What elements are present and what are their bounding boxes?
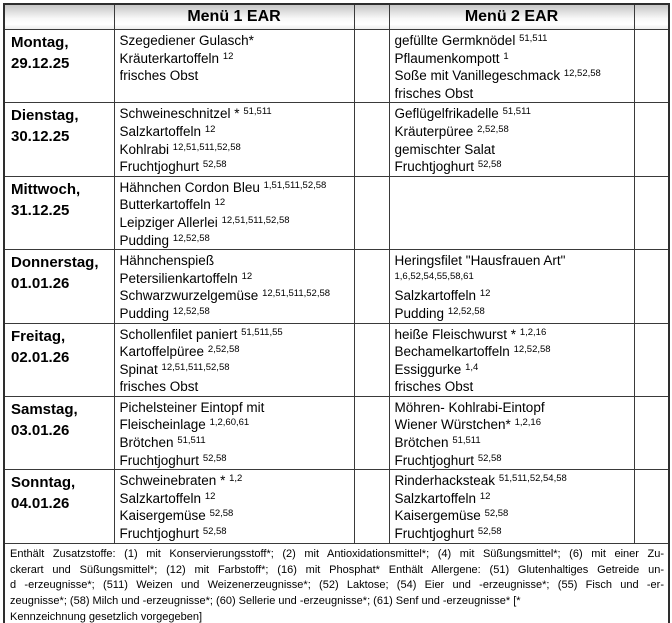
additive-codes: 12: [204, 123, 216, 135]
additive-codes: 1,2,16: [519, 326, 547, 338]
dish-line: frisches Obst: [394, 85, 474, 101]
spacer-cell: [634, 176, 669, 249]
additive-codes: 12,51,511,52,58: [262, 288, 331, 300]
dish-line: Geflügelfrikadelle $^{51,511}$: [394, 106, 531, 122]
additive-codes: 12,52,58: [172, 232, 210, 244]
dish-line: Essiggurke $^{1,4}$: [394, 361, 479, 377]
additive-codes: 1,4: [465, 361, 479, 373]
dish-line: Salzkartoffeln $^{12}$: [394, 490, 491, 506]
additive-codes: 12: [479, 490, 491, 502]
menu2-cell: [389, 103, 634, 176]
menu-row: [4, 30, 669, 103]
dish-line: Pudding $^{12,52,58}$: [119, 232, 210, 248]
additive-codes: 1,51,511,52,58: [263, 179, 327, 191]
day-name: Mittwoch,: [11, 180, 81, 198]
menu1-cell: [114, 103, 354, 176]
dish-line: Kohlrabi $^{12,51,511,52,58}$: [119, 141, 241, 157]
day-date: 31.12.25: [11, 201, 70, 219]
additive-codes: 51,511: [452, 435, 481, 447]
day-cell: [4, 250, 114, 323]
dish-line: heiße Fleischwurst * $^{1,2,16}$: [394, 326, 547, 342]
additive-codes: 12,51,511,52,58: [172, 141, 241, 153]
additive-codes: 52,58: [477, 452, 502, 464]
day-date: 03.01.26: [11, 421, 70, 439]
spacer-cell: [634, 396, 669, 469]
dish-line: Heringsfilet "Hausfrauen Art": [394, 253, 566, 269]
dish-line: Fruchtjoghurt $^{52,58}$: [119, 452, 227, 468]
spacer-cell: [354, 250, 389, 323]
day-name: Montag,: [11, 34, 69, 51]
dish-line: Fruchtjoghurt $^{52,58}$: [394, 452, 502, 468]
dish-line: Schweineschnitzel * $^{51,511}$: [119, 106, 272, 122]
additive-codes: 12,51,511,52,58: [161, 361, 230, 373]
dish-line: Butterkartoffeln $^{12}$: [119, 197, 226, 213]
additive-codes: 12: [222, 50, 234, 62]
day-name: Freitag,: [11, 327, 66, 345]
day-date: 29.12.25: [11, 55, 70, 72]
additive-codes: 52,58: [202, 159, 227, 171]
day-date: 04.01.26: [11, 495, 70, 513]
dish-line: Szegediener Gulasch*: [119, 33, 254, 48]
dish-line: frisches Obst: [394, 379, 474, 395]
dish-line: Bechamelkartoffeln $^{12,52,58}$: [394, 344, 551, 360]
menu2-cell: [389, 250, 634, 323]
additive-codes: 52,58: [202, 452, 227, 464]
dish-line: Hähnchen Cordon Bleu $^{1,51,511,52,58}$: [119, 179, 327, 195]
dish-line: Möhren- Kohlrabi-Eintopf: [394, 399, 545, 415]
additive-codes: 12,52,58: [563, 68, 601, 80]
dish-line: [395, 270, 632, 288]
menu2-cell: [389, 30, 634, 103]
dish-line: Wiener Würstchen* $^{1,2,16}$: [394, 417, 541, 433]
additive-codes: 1: [503, 50, 509, 62]
dish-line: Brötchen $^{51,511}$: [119, 435, 206, 451]
day-name: Samstag,: [11, 400, 78, 418]
menu-table: [3, 3, 670, 623]
additive-codes: 2,52,58: [207, 344, 240, 356]
menu1-header-label: Menü 1 EAR: [114, 4, 354, 30]
additive-codes: 12,51,511,52,58: [221, 214, 290, 226]
menu-row: [4, 176, 669, 249]
additive-codes: 1,2: [229, 473, 243, 485]
additive-codes: 52,58: [202, 526, 227, 538]
menu-row: [4, 470, 669, 543]
footnote-line: ckerart und Süßungsmittel*; (12) mit Farbstoff*; (16) mit Phosphat* Enthält Allergene: (51) Glutenhaltiges Getreide un-: [10, 563, 664, 576]
additive-codes: 12,52,58: [172, 305, 210, 317]
spacer-cell: [634, 103, 669, 176]
additive-codes: 51,511: [177, 435, 206, 447]
menu-table-body: [4, 30, 669, 544]
additive-codes: 52,58: [209, 508, 234, 520]
additive-codes: 52,58: [484, 508, 509, 520]
dish-line: Fleischeinlage $^{1,2,60,61}$: [119, 417, 250, 433]
menu2-cell: [389, 396, 634, 469]
additive-codes: 12,52,58: [447, 305, 485, 317]
day-cell: [4, 470, 114, 543]
dish-line: Schollenfilet paniert $^{51,511,55}$: [119, 326, 283, 342]
additive-codes: 1,2,60,61: [209, 417, 250, 429]
additive-codes: 1,6,52,54,55,58,61: [394, 270, 474, 282]
spacer-cell: [634, 30, 669, 103]
day-date: 01.01.26: [11, 275, 70, 293]
dish-line: Pichelsteiner Eintopf mit: [119, 399, 265, 415]
dish-line: Brötchen $^{51,511}$: [394, 435, 481, 451]
dish-line: gemischter Salat: [394, 141, 496, 157]
spacer-cell: [634, 470, 669, 543]
menu2-cell: [389, 176, 634, 249]
dish-line: Kräuterkartoffeln $^{12}$: [119, 50, 234, 66]
dish-line: Leipziger Allerlei $^{12,51,511,52,58}$: [119, 214, 290, 230]
additive-codes: 12,52,58: [513, 344, 551, 356]
additive-codes: 12: [204, 490, 216, 502]
dish-line: Fruchtjoghurt $^{52,58}$: [119, 526, 227, 542]
footnote-row: [4, 543, 669, 623]
header-row: [4, 4, 669, 30]
menu2-cell: [389, 323, 634, 396]
additive-codes: 51,511,52,54,58: [498, 473, 567, 485]
dish-line: Fruchtjoghurt $^{52,58}$: [394, 159, 502, 175]
spacer-header-cell: [354, 4, 389, 30]
footnote-line: d -erzeugnisse*; (511) Weizen und Weizenerzeugnisse*; (52) Laktose; (54) Eier und -erzeugnisse*; (55) Fisch und -er-: [10, 579, 664, 592]
spacer-cell: [354, 103, 389, 176]
footnote-line: Enthält Zusatzstoffe: (1) mit Konservierungsstoff*; (2) mit Antioxidationsmittel*; (4) mit Süßungsmittel*; (6) mit einer Zu-: [10, 547, 664, 560]
footnote-line: zeugnisse*; (58) Milch und -erzeugnisse*; (60) Sellerie und -erzeugnisse*; (61) Senf und -erzeugnisse* [*: [10, 595, 521, 608]
additive-codes: 12: [241, 270, 253, 282]
menu-row: [4, 396, 669, 469]
dish-line: Pudding $^{12,52,58}$: [394, 305, 485, 321]
spacer-cell: [354, 323, 389, 396]
day-date: 30.12.25: [11, 128, 70, 146]
day-cell: [4, 396, 114, 469]
menu1-cell: [114, 176, 354, 249]
dish-line: Hähnchenspieß: [119, 253, 215, 269]
dish-line: Kaisergemüse $^{52,58}$: [394, 508, 509, 524]
footnote-line: Kennzeichnung gesetzlich vorgegeben]: [10, 611, 203, 623]
spacer-cell: [354, 396, 389, 469]
menu1-cell: [114, 30, 354, 103]
day-cell: [4, 103, 114, 176]
spacer-header-cell: [634, 4, 669, 30]
day-date: 02.01.26: [11, 348, 70, 366]
dish-line: Soße mit Vanillegeschmack $^{12,52,58}$: [394, 68, 601, 84]
dish-line: Rinderhacksteak $^{51,511,52,54,58}$: [394, 473, 567, 489]
dish-line: gefüllte Germknödel $^{51,511}$: [394, 33, 548, 48]
day-name: Sonntag,: [11, 474, 76, 492]
additive-codes: 51,511,55: [241, 326, 283, 338]
dish-line: Spinat $^{12,51,511,52,58}$: [119, 361, 230, 377]
additive-codes: 52,58: [477, 526, 502, 538]
dish-line: Petersilienkartoffeln $^{12}$: [119, 270, 253, 286]
menu1-cell: [114, 323, 354, 396]
menu-row: [4, 103, 669, 176]
dish-line: frisches Obst: [119, 379, 199, 395]
dish-line: Salzkartoffeln $^{12}$: [119, 123, 216, 139]
spacer-cell: [634, 323, 669, 396]
menu1-cell: [114, 396, 354, 469]
menu-row: [4, 250, 669, 323]
dish-line: Salzkartoffeln $^{12}$: [119, 490, 216, 506]
dish-line: Schweinebraten * $^{1,2}$: [119, 473, 243, 489]
menu1-cell: [114, 470, 354, 543]
spacer-cell: [354, 470, 389, 543]
spacer-cell: [354, 176, 389, 249]
day-cell: [4, 30, 114, 103]
menu1-cell: [114, 250, 354, 323]
dish-line: Kartoffelpüree $^{2,52,58}$: [119, 344, 240, 360]
dish-line: Kaisergemüse $^{52,58}$: [119, 508, 234, 524]
dish-line: Salzkartoffeln $^{12}$: [394, 288, 491, 304]
dish-line: Kräuterpüree $^{2,52,58}$: [394, 123, 509, 139]
menu2-header-label: Menü 2 EAR: [389, 4, 634, 30]
dish-line: frisches Obst: [119, 68, 199, 84]
day-name: Donnerstag,: [11, 254, 99, 272]
menu-row: [4, 323, 669, 396]
footnote-cell: [4, 543, 669, 623]
additive-codes: 52,58: [477, 159, 502, 171]
additive-codes: 2,52,58: [477, 123, 509, 135]
additive-codes: 51,511: [519, 33, 548, 44]
day-cell: [4, 323, 114, 396]
spacer-cell: [354, 30, 389, 103]
day-name: Dienstag,: [11, 107, 79, 125]
dish-line: Fruchtjoghurt $^{52,58}$: [119, 159, 227, 175]
additive-codes: 1,2,16: [514, 417, 541, 429]
dish-line: Fruchtjoghurt $^{52,58}$: [394, 526, 502, 542]
additive-codes: 51,511: [243, 106, 272, 118]
dish-line: Schwarzwurzelgemüse $^{12,51,511,52,58}$: [119, 288, 331, 304]
spacer-cell: [634, 250, 669, 323]
additive-codes: 51,511: [502, 106, 531, 118]
menu2-cell: [389, 470, 634, 543]
day-cell: [4, 176, 114, 249]
day-header-cell: [4, 4, 114, 30]
dish-line: Pudding $^{12,52,58}$: [119, 305, 210, 321]
additive-codes: 12: [479, 288, 491, 300]
dish-line: Pflaumenkompott $^1$: [394, 50, 509, 66]
additive-codes: 12: [214, 197, 226, 209]
